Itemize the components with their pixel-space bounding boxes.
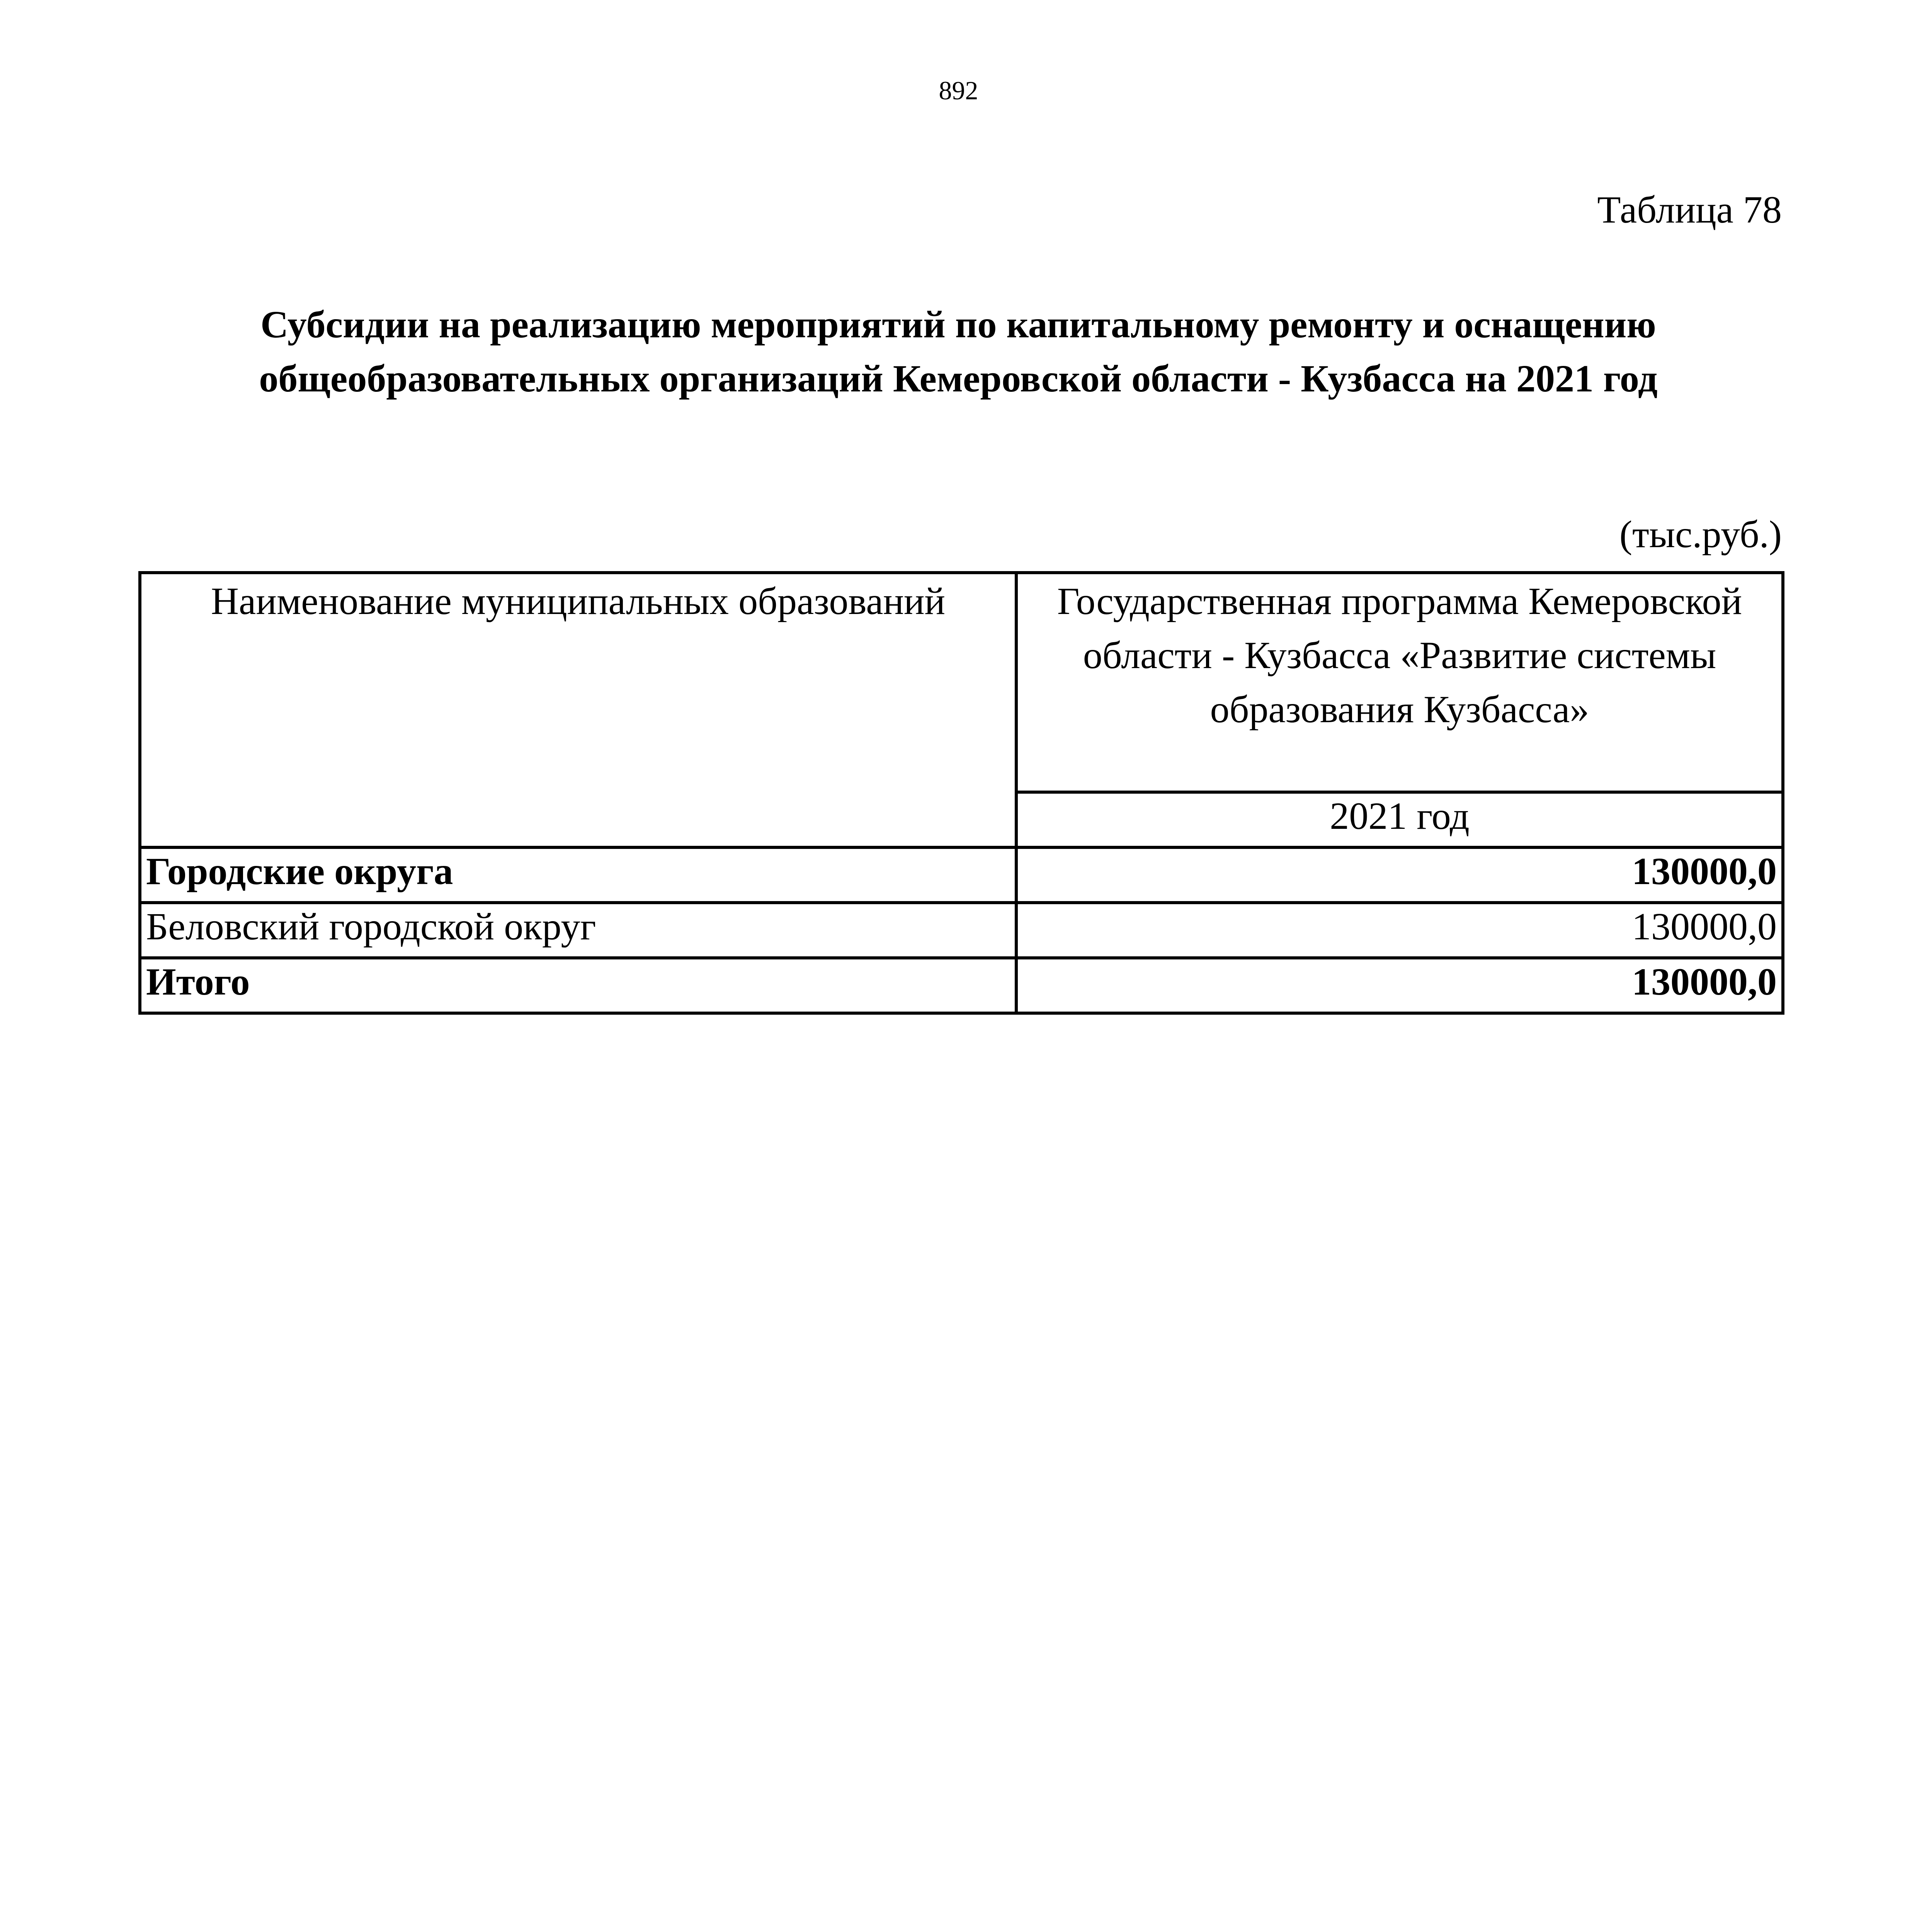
table-row [140,958,1783,1013]
table-label: Таблица 78 [1597,188,1782,231]
header-program: Государственная программа Кемеровской области - Кузбасса «Развитие системы образования Кузбасса» [1016,573,1783,792]
header-year: 2021 год [1016,792,1783,847]
units-label: (тыс.руб.) [1619,513,1782,556]
row-value-urban-districts: 130000,0 [1016,847,1783,903]
header-municipality-name: Наименование муниципальных образований [140,573,1016,847]
row-name-belovsky: Беловский городской округ [140,903,1016,958]
page-number: 892 [939,76,978,105]
table-row [140,847,1783,903]
table-header-row [140,573,1783,792]
subsidies-table [138,571,1784,1015]
row-name-total: Итого [140,958,1016,1013]
document-title: Субсидии на реализацию мероприятий по капитальному ремонту и оснащению общеобразовательных организаций Кемеровской области - Кузбасса на 2021 год [259,303,1658,400]
table-row [140,903,1783,958]
row-value-belovsky: 130000,0 [1016,903,1783,958]
row-value-total: 130000,0 [1016,958,1783,1013]
row-name-urban-districts: Городские округа [140,847,1016,903]
